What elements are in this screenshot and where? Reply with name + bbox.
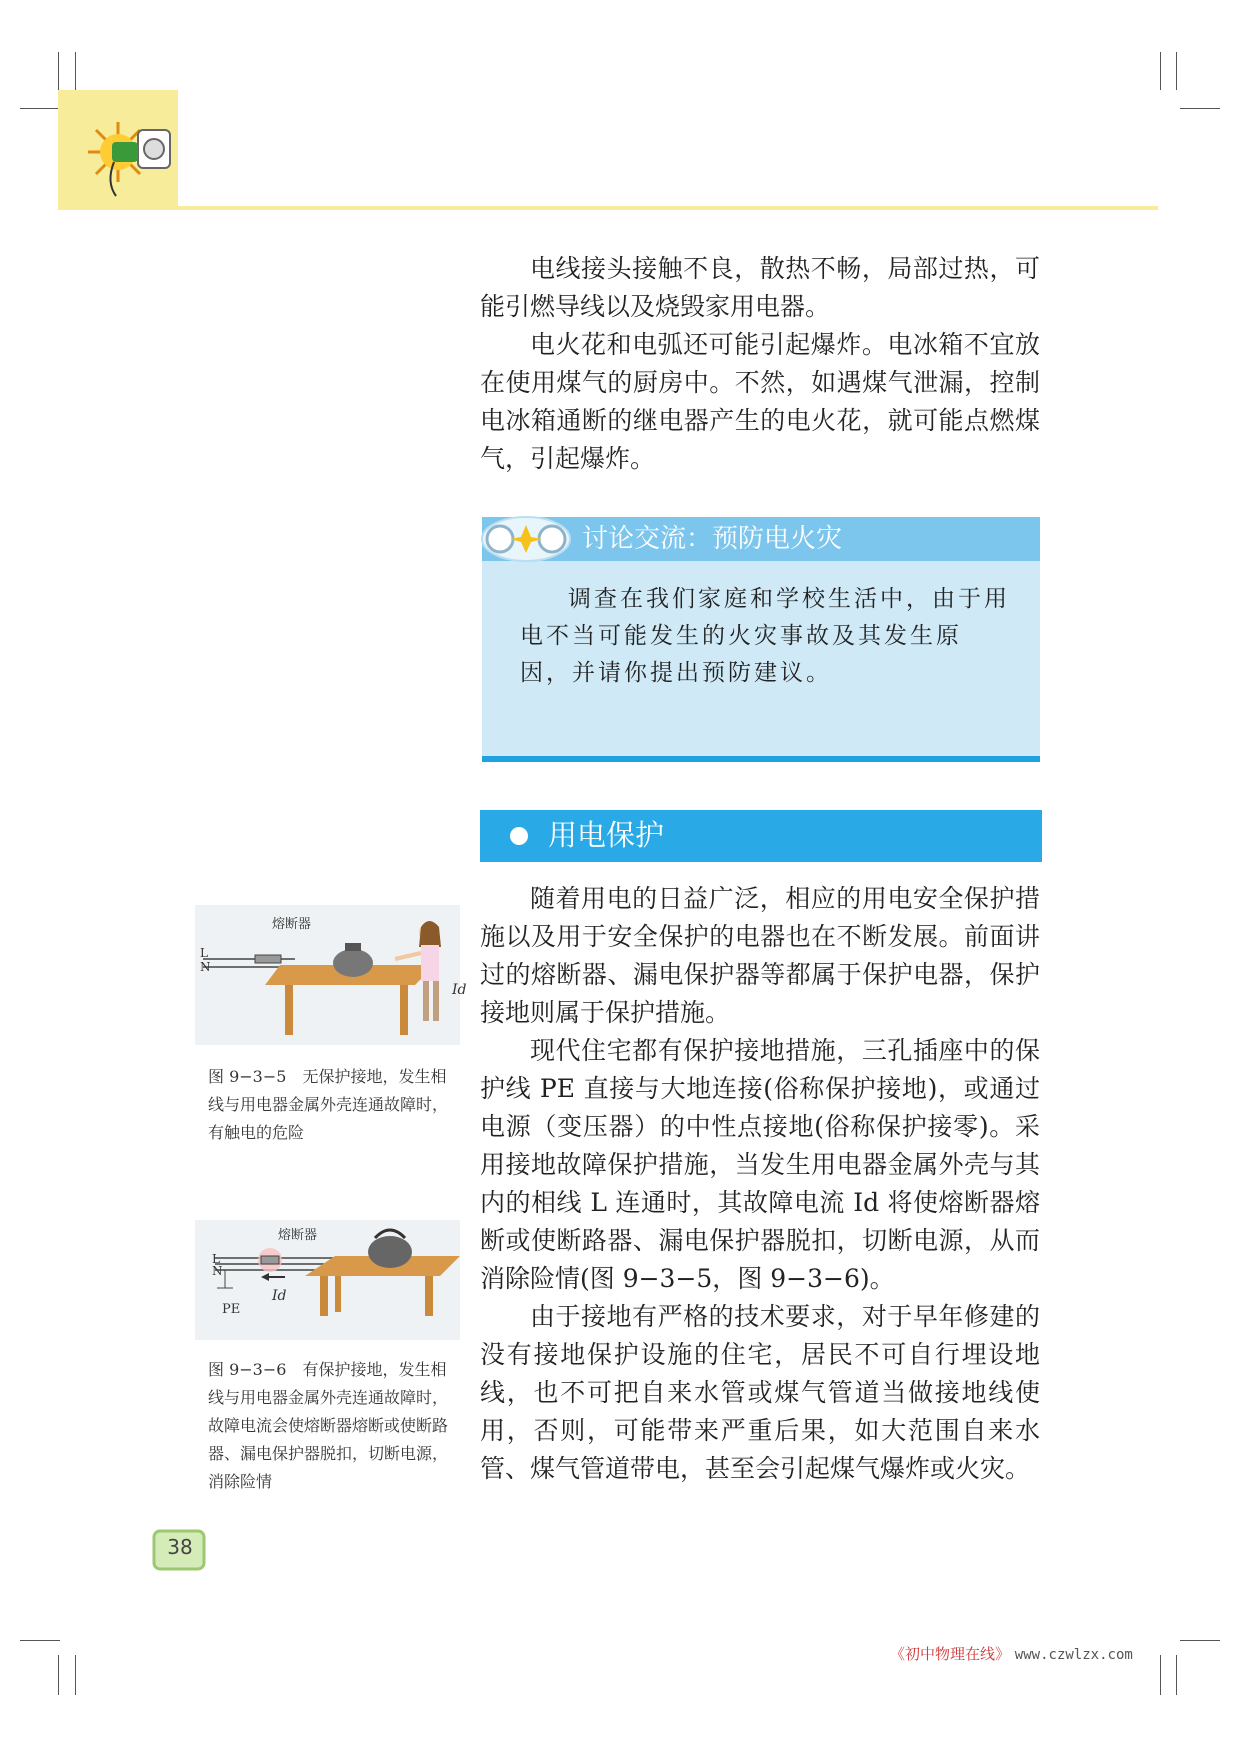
crop-mark-top-left-v [58,52,59,90]
crop-mark-bottom-right-v2 [1176,1655,1177,1695]
discussion-text [520,581,1010,692]
discussion-icon [478,509,574,579]
paragraph: 由于接地有严格的技术要求，对于早年修建的没有接地保护设施的住宅，居民不可自行埋设地线，也不可把自来水管或煤气管道当做接地线使用，否则，可能带来严重后果，如大范围自来水管、煤气管道带电，甚至会引起煤气爆炸或火灾。 [480,1302,1040,1483]
paragraph: 现代住宅都有保护接地措施，三孔插座中的保护线 PE 直接与大地连接(俗称保护接地)，或通过电源（变压器）的中性点接地(俗称保护接零)。采用接地故障保护措施，当发生用电器金属外壳与其内的相线 L 连通时，其故障电流 Id 将使熔断器熔断或使断路器、漏电保护器脱扣，切断电源，从而消除险情(图 9−3−5，图 9−3−6)。 [480,1036,1040,1293]
footer-source [890,1643,1133,1664]
figure2-label-pe: PE [222,1302,241,1317]
crop-mark-top-right-v [1160,52,1161,90]
bullet-icon [510,827,528,845]
crop-mark-bottom-left-h [20,1640,60,1641]
page-number: 38 [167,1535,193,1559]
figure2-label-n: N [212,1264,223,1278]
figure2-caption: 图 9−3−6 有保护接地，发生相线与用电器金属外壳连通故障时，故障电流会使熔断器熔断或使断路器、漏电保护器脱扣，切断电源，消除险情 [208,1360,449,1491]
figure2-label-l: L [212,1252,220,1266]
electric-plug-icon [88,112,178,202]
figure2-label-fuse: 熔断器 [278,1228,318,1243]
discussion-title: 讨论交流：预防电火灾 [582,524,843,554]
header-rule [178,206,1158,210]
discussion-bottom-rule [482,756,1040,762]
discussion-paragraph: 调查在我们家庭和学校生活中，由于用电不当可能发生的火灾事故及其发生原因，并请你提出预防建议。 [520,586,1010,686]
footer-source-title: 《初中物理在线》 [890,1645,1011,1663]
section-heading [480,810,1042,862]
crop-mark-bottom-left-v2 [75,1655,76,1695]
figure1-label-id: Id [452,982,467,998]
figure1-label-l: L [200,946,208,960]
crop-mark-bottom-right-v [1160,1655,1161,1695]
discussion-box [482,517,1040,762]
crop-mark-top-right-v2 [1176,52,1177,90]
crop-mark-top-left-h [20,108,60,109]
figure1-label-fuse: 熔断器 [272,917,312,932]
page-number-badge [152,1527,208,1573]
section-title: 用电保护 [548,818,665,852]
paragraph: 电火花和电弧还可能引起爆炸。电冰箱不宜放在使用煤气的厨房中。不然，如遇煤气泄漏，控制电冰箱通断的继电器产生的电火花，就可能点燃煤气，引起爆炸。 [480,330,1040,473]
footer-url[interactable]: www.czwlzx.com [1014,1647,1133,1663]
body-text-top [480,250,1040,478]
figure1-caption: 图 9−3−5 无保护接地，发生相线与用电器金属外壳连通故障时，有触电的危险 [208,1067,449,1142]
body-text-section [480,880,1040,1488]
figure2-label-id: Id [272,1288,287,1304]
figure-9-3-5 [195,905,460,1045]
crop-mark-bottom-left-v [58,1655,59,1695]
figure-9-3-6 [195,1220,460,1340]
figure1-label-n: N [200,960,211,974]
crop-mark-top-left-v2 [75,52,76,90]
crop-mark-bottom-right-h [1180,1640,1220,1641]
paragraph: 电线接头接触不良，散热不畅，局部过热，可能引燃导线以及烧毁家用电器。 [480,254,1040,321]
paragraph: 随着用电的日益广泛，相应的用电安全保护措施以及用于安全保护的电器也在不断发展。前面讲过的熔断器、漏电保护器等都属于保护电器，保护接地则属于保护措施。 [480,884,1040,1027]
crop-mark-top-right-h [1180,108,1220,109]
